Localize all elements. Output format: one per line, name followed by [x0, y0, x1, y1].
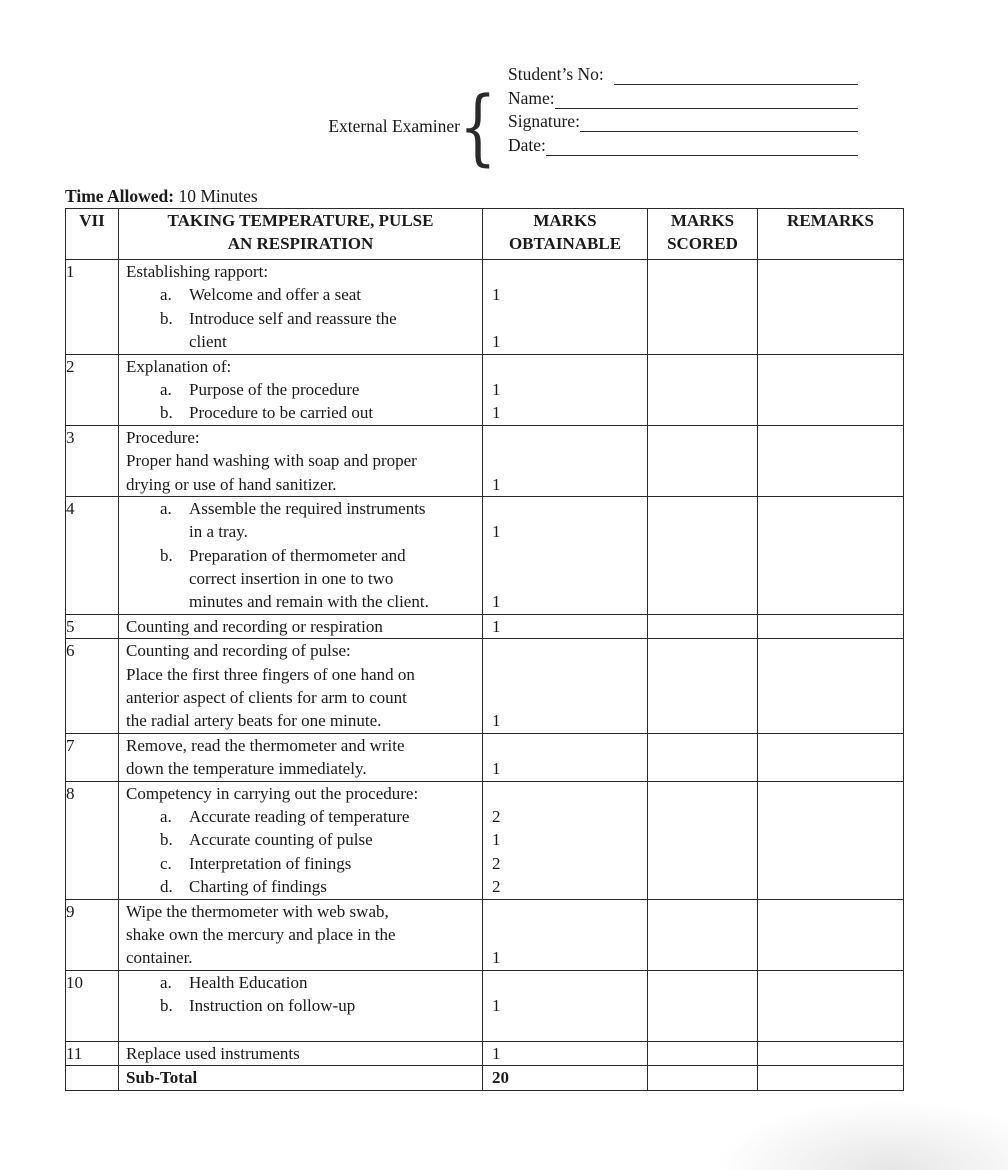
item-description	[119, 899, 483, 970]
item-description	[119, 781, 483, 899]
item-number: 10	[66, 970, 119, 1041]
description-line: Remove, read the thermometer and write	[126, 735, 405, 755]
item-remarks-cell	[758, 425, 904, 496]
time-allowed-label: Time Allowed:	[65, 186, 175, 206]
description-line: a. Health Education	[119, 971, 482, 994]
item-remarks-cell	[758, 614, 904, 638]
description-line: Counting and recording or respiration	[126, 616, 383, 636]
marks-value: 2	[492, 853, 501, 873]
name-blank-line	[555, 89, 858, 109]
item-remarks-cell	[758, 899, 904, 970]
description-line: anterior aspect of clients for arm to count	[126, 688, 407, 708]
name-field	[508, 85, 858, 109]
list-marker: a.	[160, 379, 172, 399]
marks-value	[483, 686, 647, 709]
description-line: in a tray.	[189, 522, 248, 542]
marks-value	[483, 782, 647, 805]
curly-brace-glyph: {	[459, 80, 497, 175]
item-marks-obtainable	[483, 639, 648, 734]
description-line: Procedure:	[126, 427, 200, 447]
marks-value: 1	[492, 830, 501, 850]
marks-value	[483, 355, 647, 378]
marks-value: 1	[492, 522, 501, 542]
description-line: Explanation of:	[126, 356, 232, 376]
description-line: Wipe the thermometer with web swab,	[126, 901, 389, 921]
item-marks-obtainable	[483, 781, 648, 899]
date-blank-line	[546, 136, 858, 156]
item-marks-scored-cell	[648, 354, 758, 425]
students-no-blank-line	[614, 65, 858, 85]
item-remarks-cell	[758, 639, 904, 734]
item-number: 2	[66, 354, 119, 425]
marks-value	[483, 971, 647, 994]
marks-value	[483, 900, 647, 923]
item-number: 8	[66, 781, 119, 899]
marks-value: 1	[492, 592, 501, 612]
time-allowed-value: 10 Minutes	[174, 186, 258, 206]
marks-value	[483, 663, 647, 686]
item-remarks-cell	[758, 1041, 904, 1065]
header-section-number: VII	[66, 209, 119, 260]
signature-blank-line	[580, 112, 858, 132]
table-row	[66, 496, 904, 614]
description-line: drying or use of hand sanitizer.	[126, 474, 337, 494]
item-remarks-cell	[758, 970, 904, 1041]
item-marks-scored-cell	[648, 496, 758, 614]
description-line: client	[189, 332, 227, 352]
marks-value: 1	[492, 996, 501, 1016]
list-marker: b.	[160, 996, 173, 1016]
item-marks-obtainable	[483, 496, 648, 614]
item-number: 5	[66, 614, 119, 638]
table-row	[66, 1041, 904, 1065]
item-number: 11	[66, 1041, 119, 1065]
description-line: shake own the mercury and place in the	[126, 924, 396, 944]
item-marks-obtainable	[483, 614, 648, 638]
description-line: b. Accurate counting of pulse	[119, 828, 482, 851]
item-marks-scored-cell	[648, 970, 758, 1041]
signature-field	[508, 109, 858, 133]
scan-shadow-artifact	[708, 1098, 1008, 1170]
description-line: correct insertion in one to two	[189, 569, 394, 589]
description-line: d. Charting of findings	[119, 875, 482, 898]
marks-value	[483, 449, 647, 472]
item-number: 4	[66, 496, 119, 614]
item-marks-scored-cell	[648, 733, 758, 781]
item-description	[119, 733, 483, 781]
table-row	[66, 260, 904, 355]
marks-value: 1	[492, 759, 501, 779]
description-line: b. Introduce self and reassure the	[119, 307, 482, 330]
description-line: container.	[126, 948, 193, 968]
item-marks-scored-cell	[648, 260, 758, 355]
list-marker: d.	[160, 877, 173, 897]
marks-value: 1	[492, 474, 501, 494]
table-header-row	[66, 209, 904, 260]
marks-value	[483, 567, 647, 590]
list-marker: a.	[160, 285, 172, 305]
marks-value	[483, 1018, 647, 1041]
item-marks-obtainable	[483, 260, 648, 355]
item-marks-scored-cell	[648, 614, 758, 638]
table-row	[66, 639, 904, 734]
marks-value: 1	[492, 332, 501, 352]
description-line: Competency in carrying out the procedure:	[126, 783, 419, 803]
marks-value	[483, 734, 647, 757]
subtotal-number-cell	[66, 1066, 119, 1090]
description-line: a. Purpose of the procedure	[119, 378, 482, 401]
description-line: a. Welcome and offer a seat	[119, 283, 482, 306]
item-marks-scored-cell	[648, 639, 758, 734]
marks-value	[483, 260, 647, 283]
description-line: c. Interpretation of finings	[119, 852, 482, 875]
list-marker: b.	[160, 308, 173, 328]
item-remarks-cell	[758, 733, 904, 781]
description-line: b. Preparation of thermometer and	[119, 544, 482, 567]
item-description	[119, 354, 483, 425]
marks-value: 1	[492, 285, 501, 305]
table-row	[66, 899, 904, 970]
description-line	[119, 1018, 482, 1041]
item-number: 3	[66, 425, 119, 496]
description-line: a. Accurate reading of temperature	[119, 805, 482, 828]
date-label: Date:	[508, 135, 546, 156]
list-marker: c.	[160, 853, 172, 873]
item-number: 7	[66, 733, 119, 781]
table-row	[66, 781, 904, 899]
item-description	[119, 425, 483, 496]
subtotal-label: Sub-Total	[119, 1066, 483, 1090]
description-line: the radial artery beats for one minute.	[126, 711, 382, 731]
marks-value: 1	[492, 948, 501, 968]
table-row	[66, 425, 904, 496]
marks-value	[483, 426, 647, 449]
description-line: minutes and remain with the client.	[189, 592, 429, 612]
students-no-label: Student’s No:	[508, 63, 604, 84]
item-marks-scored-cell	[648, 899, 758, 970]
header-remarks: REMARKS	[758, 209, 904, 260]
marks-value: 1	[492, 711, 501, 731]
list-marker: a.	[160, 972, 172, 992]
marks-value: 1	[492, 379, 501, 399]
marks-value: 1	[492, 1043, 501, 1063]
table-row	[66, 970, 904, 1041]
item-description	[119, 970, 483, 1041]
item-marks-obtainable	[483, 1041, 648, 1065]
item-description	[119, 639, 483, 734]
list-marker: b.	[160, 545, 173, 565]
item-number: 9	[66, 899, 119, 970]
table-row	[66, 733, 904, 781]
description-line: down the temperature immediately.	[126, 759, 367, 779]
description-line: Proper hand washing with soap and proper	[126, 451, 417, 471]
name-label: Name:	[508, 87, 555, 108]
item-marks-obtainable	[483, 425, 648, 496]
time-allowed	[65, 186, 258, 207]
marks-value: 1	[492, 403, 501, 423]
description-line: Counting and recording of pulse:	[126, 641, 351, 661]
item-marks-obtainable	[483, 899, 648, 970]
description-line: Place the first three fingers of one hand on	[126, 664, 415, 684]
description-line: Replace used instruments	[126, 1043, 300, 1063]
item-marks-scored-cell	[648, 425, 758, 496]
marking-rubric-table	[65, 208, 904, 1091]
header-marks-obtainable: MARKS OBTAINABLE	[483, 209, 648, 260]
external-examiner-label: External Examiner	[328, 116, 460, 136]
table-row	[66, 354, 904, 425]
item-marks-scored-cell	[648, 781, 758, 899]
marks-value	[483, 923, 647, 946]
item-number: 1	[66, 260, 119, 355]
item-number: 6	[66, 639, 119, 734]
marks-value: 2	[492, 807, 501, 826]
item-remarks-cell	[758, 260, 904, 355]
header-marks-scored: MARKS SCORED	[648, 209, 758, 260]
date-field	[508, 132, 858, 156]
list-marker: b.	[160, 830, 173, 850]
item-description	[119, 496, 483, 614]
subtotal-remarks-cell	[758, 1066, 904, 1090]
item-remarks-cell	[758, 354, 904, 425]
description-line: a. Assemble the required instruments	[119, 497, 482, 520]
marks-value	[483, 497, 647, 520]
table-row	[66, 614, 904, 638]
signature-label: Signature:	[508, 111, 580, 132]
item-remarks-cell	[758, 496, 904, 614]
students-no-field	[508, 61, 858, 85]
item-marks-obtainable	[483, 733, 648, 781]
marks-value	[483, 307, 647, 330]
marks-value	[483, 544, 647, 567]
item-description	[119, 614, 483, 638]
list-marker: a.	[160, 498, 172, 518]
item-marks-scored-cell	[648, 1041, 758, 1065]
marks-value: 2	[492, 877, 501, 897]
item-description	[119, 260, 483, 355]
item-description	[119, 1041, 483, 1065]
item-marks-obtainable	[483, 354, 648, 425]
examiner-fields	[508, 61, 858, 156]
item-remarks-cell	[758, 781, 904, 899]
marks-value: 1	[492, 616, 501, 636]
description-line: b. Instruction on follow-up	[119, 994, 482, 1017]
subtotal-marks-scored-cell	[648, 1066, 758, 1090]
subtotal-marks-obtainable: 20	[483, 1066, 648, 1090]
description-line: Establishing rapport:	[126, 262, 269, 281]
description-line: b. Procedure to be carried out	[119, 401, 482, 424]
list-marker: a.	[160, 807, 172, 826]
list-marker: b.	[160, 403, 173, 423]
header-procedure-title: TAKING TEMPERATURE, PULSE AN RESPIRATION	[119, 209, 483, 260]
subtotal-row	[66, 1066, 904, 1090]
item-marks-obtainable	[483, 970, 648, 1041]
marks-value	[483, 639, 647, 662]
